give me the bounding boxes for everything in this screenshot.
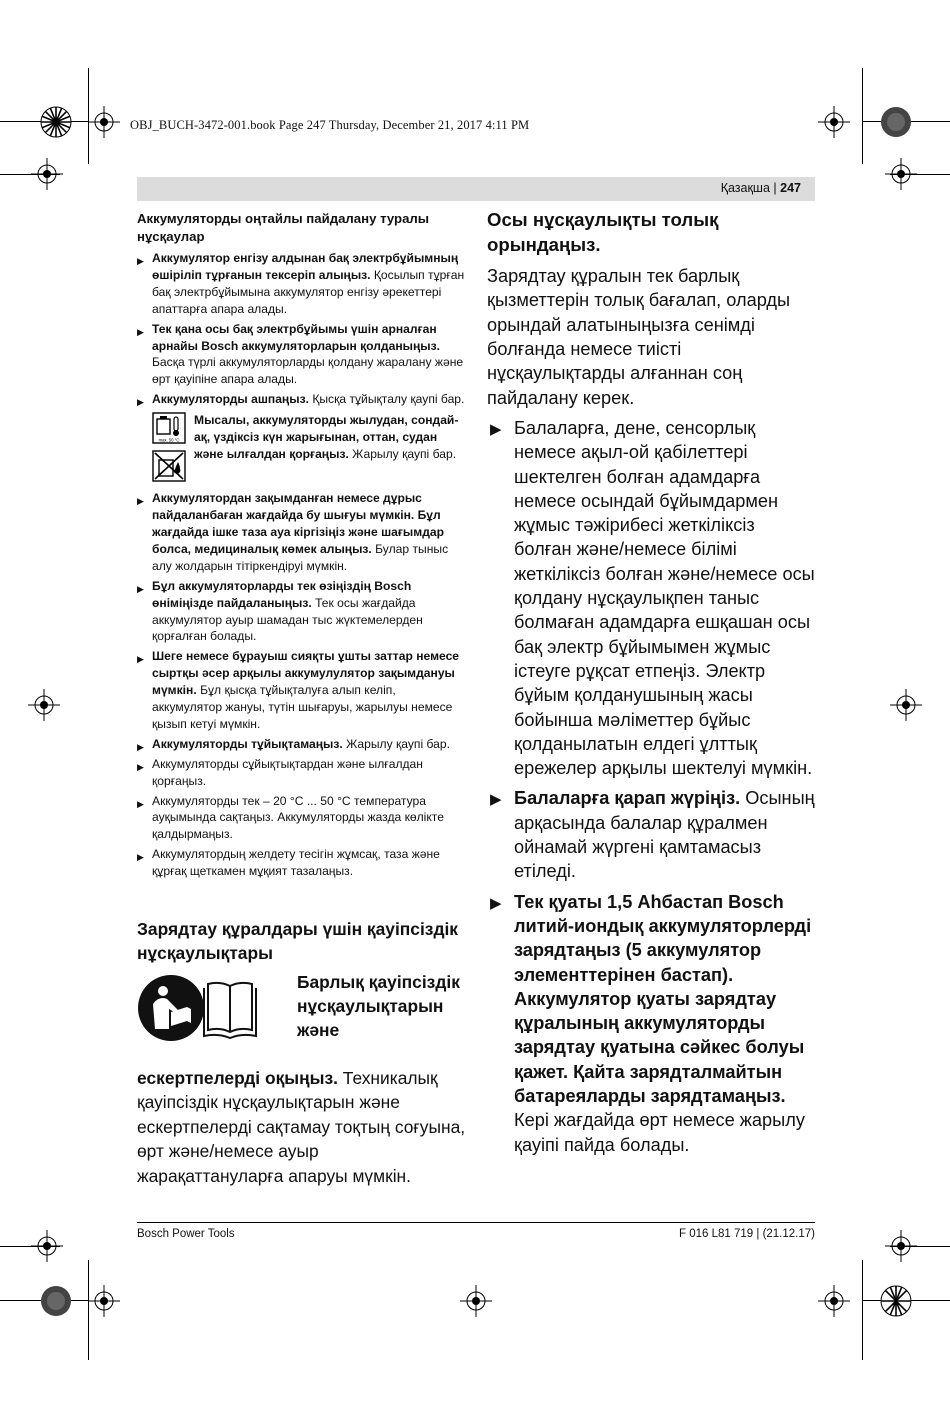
list-item [137, 250, 465, 318]
item-text: Аккумулятордың желдету тесігін жұмсақ, таза және құрғақ щеткамен мұқият тазалаңыз. [152, 847, 440, 879]
item-text: Басқа түрлі аккумуляторларды қолдану жаралану және өрт қауіпіне апара алады. [152, 355, 464, 387]
print-header: OBJ_BUCH-3472-001.book Page 247 Thursday, December 21, 2017 4:11 PM [130, 118, 530, 132]
battery-max-temperature-icon [152, 412, 186, 444]
heat-warning-block [152, 412, 465, 484]
triangle-bullet-icon: ▶ [137, 852, 144, 863]
list-item [137, 648, 465, 733]
right-intro: Зарядтау құралын тек барлық қызметтерін толық бағалап, оларды орындай алатыныңызға сенімді болғанда немесе тиісті нұсқаулықтарды алғаннан соң пайдалану керек. [487, 266, 791, 408]
crop-mark [862, 68, 863, 164]
charger-icon-text: Барлық қауіпсіздік нұсқаулықтарын және [297, 972, 460, 1040]
page-header-band [137, 177, 815, 201]
list-item [487, 416, 817, 780]
triangle-bullet-icon: ▶ [137, 741, 144, 752]
registration-wheel-icon [880, 1285, 912, 1317]
battery-heading: Аккумуляторды оңтайлы пайдалану туралы нұсқаулар [137, 211, 430, 244]
no-fire-water-icon [152, 450, 186, 482]
item-text: Булар тыныс алу жолдарын тітіркендіруі мүмкін. [152, 541, 449, 573]
registration-crosshair-icon [885, 158, 917, 190]
registration-crosshair-icon [31, 1230, 63, 1262]
triangle-bullet-icon: ▶ [137, 256, 144, 266]
item-text: Осының арқасында балалар құралмен ойнамай жүргені қамтамасыз етіледі. [514, 788, 815, 882]
registration-crosshair-icon [818, 106, 850, 138]
list-item [137, 391, 465, 408]
registration-crosshair-icon [885, 1230, 917, 1262]
list-item [137, 793, 465, 844]
right-column [487, 208, 817, 1163]
item-bold-text: Аккумуляторды тұйықтамаңыз. [152, 736, 343, 751]
page-number: 247 [780, 181, 801, 195]
battery-section [137, 210, 465, 883]
item-bold-text: Аккумуляторды ашпаңыз. [152, 392, 309, 407]
registration-crosshair-icon [460, 1285, 492, 1317]
item-bold-text: Тек қуаты 1,5 Ahбастап Bosch литий-иондық аккумуляторлерді зарядтаңыз (5 аккумулятор элементтерінен бастап). Аккумулятор қуаты зарядтау құралының аккумуляторды зарядтау қуатына сәйкес болуы қажет. Қайта зарядталмайтын батареяларды зарядтамаңыз. [514, 891, 812, 1106]
charger-plain-text: Техникалық қауіпсіздік нұсқаулықтарын және ескертпелерді сақтамау тоқтың соғуына, өрт және/немесе ауыр жарақаттануларға апаруы мүмкін. [137, 1068, 466, 1186]
list-item [137, 578, 465, 646]
registration-crosshair-icon [28, 689, 60, 721]
triangle-bullet-icon: ▶ [137, 761, 144, 772]
triangle-bullet-icon: ▶ [490, 894, 502, 912]
item-text: Балаларға, дене, сенсорлық немесе ақыл-ой қабілеттері шектелген болған адамдарға немесе осындай бұйымдармен жұмыс тәжірибесі жеткіліксіз болған және/немесе білімі жеткіліксіз болған және/немесе осы қолдану нұсқаулықпен таныс болмаған адамдарға ешқашан осы бақ электр бұйымымен жұмыс істеуге рұқсат етпеңіз. Электр бұйым қолданушының жасы бойынша мәліметтер бұйыс қолданылатын елдегі ұлттық ережелер арқылы шектелуі мүмкін. [514, 417, 815, 779]
item-text: Тек осы жағдайда аккумулятор ауыр шамадан тыс жүктемелерден қорғалған болады. [152, 595, 423, 644]
list-item [137, 321, 465, 389]
triangle-bullet-icon: ▶ [137, 496, 144, 507]
registration-crosshair-icon [818, 1285, 850, 1317]
read-instructions-person-icon [138, 975, 204, 1041]
list-item [137, 490, 465, 575]
list-item [137, 846, 465, 880]
open-book-icon [204, 983, 256, 1038]
item-text: Қосылып тұрған бақ электрбұйымына аккумулятор енгізу әрекеттері апаттарға апара алады. [152, 267, 465, 316]
list-item [487, 890, 817, 1157]
item-bold-text: Тек қана осы бақ электрбұйымы үшін арналған арнайы Bosch аккумуляторларын қолданыңыз. [152, 321, 440, 353]
footer-left: Bosch Power Tools [137, 1228, 235, 1240]
item-text: Аккумуляторды сұйықтықтардан және ылғалдан қорғаңыз. [152, 756, 423, 788]
registration-grey-dot-icon [880, 106, 912, 138]
item-text: Кері жағдайда өрт немесе жарылу қауіпі пайда болады. [514, 1110, 805, 1155]
list-item [487, 786, 817, 883]
charger-bold-text: ескертпелерді оқыңыз. [137, 1068, 338, 1088]
registration-crosshair-icon [88, 106, 120, 138]
item-bold-text: Шеге немесе бұрауыш сияқты ұшты заттар немесе сыртқы әсер арқылы аккумулулятор зақымдануы мүмкін. [152, 649, 460, 698]
list-item [137, 736, 465, 753]
warning-bold-text: Мысалы, аккумуляторды жылудан, сондай-ақ, үздіксіз күн жарығынан, оттан, судан және ылғалдан қорғаңыз. [194, 413, 459, 461]
item-bold-text: Аккумулятор енгізу алдынан бақ электрбұйымның өшіріліп тұрғанын тексеріп алыңыз. [152, 251, 459, 282]
item-bold-text: Аккумулятордан зақымданған немесе дұрыс пайдаланбаған жағдайда бу шығуы мүмкін. Бұл жағдайда ішке таза ауа кіргізіңіз және шағымдар болса, медициналық көмек алыңыз. [152, 491, 444, 556]
triangle-bullet-icon: ▶ [137, 654, 144, 665]
footer-right: F 016 L81 719 | (21.12.17) [679, 1228, 815, 1240]
registration-crosshair-icon [890, 689, 922, 721]
charger-safety-heading: Зарядтау құралдары үшін қауіпсіздік нұсқаулықтары [137, 919, 459, 963]
item-text: Аккумуляторды тек – 20 °C ... 50 °C температура ауқымында сақтаңыз. Аккумуляторды жазда көлікте қалдырмаңыз. [152, 793, 444, 842]
item-text: Қысқа тұйықталу қаупі бар. [308, 392, 465, 407]
item-text: Бұл қысқа тұйықталуға алып келіп, аккумулятор жануы, түтін шығаруы, жарылуы немесе қызып кетуі мүмкін. [152, 683, 453, 731]
charger-safety-text [137, 1066, 467, 1188]
triangle-bullet-icon: ▶ [137, 798, 144, 809]
icon-temperature-label: max. 50 °C [158, 437, 180, 443]
triangle-bullet-icon: ▶ [137, 583, 144, 594]
registration-crosshair-icon [31, 158, 63, 190]
crop-mark [862, 1260, 863, 1360]
read-manual-icons [137, 974, 292, 1042]
triangle-bullet-icon: ▶ [137, 397, 144, 408]
registration-wheel-icon [40, 106, 72, 138]
item-bold-text: Балаларға қарап жүріңіз. [514, 788, 741, 809]
warning-text [194, 412, 466, 463]
footer-rule [137, 1222, 815, 1223]
page-header-text [721, 181, 801, 195]
registration-crosshair-icon [88, 1285, 120, 1317]
warning-plain-text: Жарылу қаупі бар. [348, 446, 457, 461]
registration-grey-dot-icon [40, 1285, 72, 1317]
item-bold-text: Бұл аккумуляторларды тек өзіңіздің Bosch өніміңізде пайдаланыңыз. [152, 578, 412, 610]
item-text: Жарылу қаупі бар. [342, 736, 450, 751]
triangle-bullet-icon: ▶ [137, 326, 144, 337]
list-item [137, 756, 465, 790]
header-separator: | [773, 181, 777, 195]
triangle-bullet-icon: ▶ [490, 420, 502, 438]
charger-safety-section [137, 918, 467, 1186]
right-heading: Осы нұсқаулықты толық орындаңыз. [487, 209, 719, 255]
triangle-bullet-icon: ▶ [490, 791, 502, 809]
language-label: Қазақша [720, 181, 770, 195]
